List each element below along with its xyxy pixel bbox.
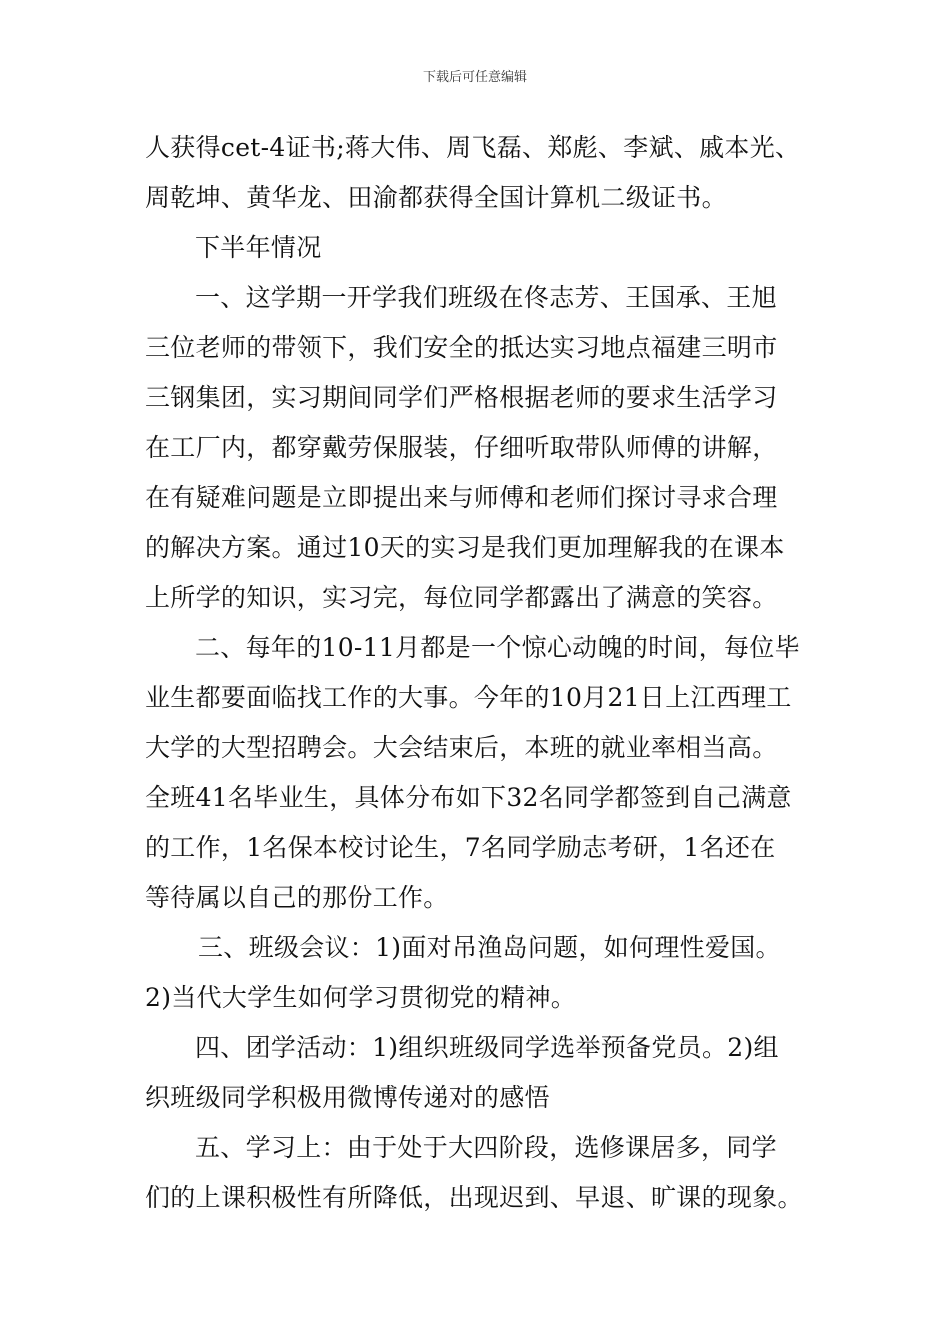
paragraph-start: 二、每年的10-11月都是一个惊心动魄的时间，每位毕 — [195, 633, 800, 662]
text-line: 的工作，1名保本校讨论生，7名同学励志考研，1名还在 — [145, 833, 776, 862]
paragraph-start: 五、学习上：由于处于大四阶段，选修课居多，同学 — [195, 1133, 777, 1162]
text-line: 上所学的知识，实习完，每位同学都露出了满意的笑容。 — [145, 583, 778, 612]
text-line: 全班41名毕业生，具体分布如下32名同学都签到自己满意 — [145, 783, 792, 812]
paragraph-start: 一、这学期一开学我们班级在佟志芳、王国承、王旭 — [195, 283, 777, 312]
paragraph-start: 三、班级会议：1)面对吊渔岛问题，如何理性爱国。 — [198, 933, 781, 962]
text-line: 三位老师的带领下，我们安全的抵达实习地点福建三明市 — [145, 333, 778, 362]
text-line: 织班级同学积极用微博传递对的感悟 — [145, 1083, 550, 1112]
section-heading: 下半年情况 — [195, 233, 322, 262]
page-header: 下载后可任意编辑 — [422, 70, 527, 85]
text-line: 2)当代大学生如何学习贯彻党的精神。 — [145, 983, 577, 1012]
text-line: 周乾坤、黄华龙、田渝都获得全国计算机二级证书。 — [145, 183, 727, 212]
text-line: 业生都要面临找工作的大事。今年的10月21日上江西理工 — [145, 683, 792, 712]
document-body — [145, 123, 825, 1223]
text-line: 三钢集团，实习期间同学们严格根据老师的要求生活学习 — [145, 383, 778, 412]
text-line: 们的上课积极性有所降低，出现迟到、早退、旷课的现象。 — [145, 1183, 803, 1212]
text-line: 在工厂内，都穿戴劳保服装，仔细听取带队师傅的讲解， — [145, 433, 778, 462]
text-line: 的解决方案。通过10天的实习是我们更加理解我的在课本 — [145, 533, 785, 562]
text-line: 人获得cet-4证书;蒋大伟、周飞磊、郑彪、李斌、戚本光、 — [145, 133, 801, 162]
paragraph-start: 四、团学活动：1)组织班级同学选举预备党员。2)组 — [195, 1033, 779, 1062]
text-line: 大学的大型招聘会。大会结束后，本班的就业率相当高。 — [145, 733, 778, 762]
text-line: 在有疑难问题是立即提出来与师傅和老师们探讨寻求合理 — [145, 483, 778, 512]
text-line: 等待属以自己的那份工作。 — [145, 883, 449, 912]
